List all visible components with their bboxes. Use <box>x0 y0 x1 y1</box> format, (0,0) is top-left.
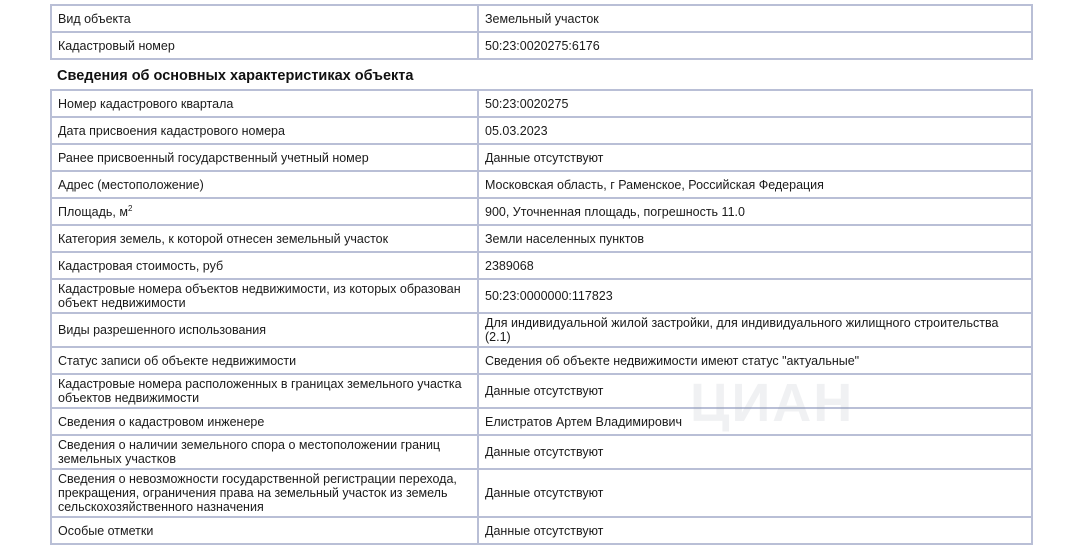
row-value: 50:23:0020275 <box>478 90 1032 117</box>
row-label: Вид объекта <box>51 5 478 32</box>
row-label: Сведения о наличии земельного спора о местоположении границ земельных участков <box>51 435 478 469</box>
table-row <box>51 5 1032 32</box>
row-label: Кадастровые номера объектов недвижимости, из которых образован объект недвижимости <box>51 279 478 313</box>
table-row <box>51 408 1032 435</box>
area-unit-superscript: 2 <box>127 203 133 213</box>
table-row <box>51 517 1032 544</box>
row-label: Номер кадастрового квартала <box>51 90 478 117</box>
row-label: Ранее присвоенный государственный учетный номер <box>51 144 478 171</box>
row-label: Категория земель, к которой отнесен земельный участок <box>51 225 478 252</box>
row-label: Кадастровый номер <box>51 32 478 59</box>
table-row <box>51 198 1032 225</box>
table-row <box>51 144 1032 171</box>
row-label: Адрес (местоположение) <box>51 171 478 198</box>
area-label-text: Площадь, м <box>58 204 128 219</box>
table-row <box>51 225 1032 252</box>
table-row <box>51 117 1032 144</box>
row-label <box>51 198 478 225</box>
section-title: Сведения об основных характеристиках объекта <box>57 68 414 84</box>
row-value: Данные отсутствуют <box>478 469 1032 517</box>
table-row <box>51 252 1032 279</box>
table-row <box>51 171 1032 198</box>
row-value: 05.03.2023 <box>478 117 1032 144</box>
row-label: Особые отметки <box>51 517 478 544</box>
table-row <box>51 279 1032 313</box>
table-row <box>51 435 1032 469</box>
row-value: 50:23:0020275:6176 <box>478 32 1032 59</box>
row-value: Для индивидуальной жилой застройки, для индивидуального жилищного строительства (2.1) <box>478 313 1032 347</box>
row-value: 2389068 <box>478 252 1032 279</box>
row-label: Кадастровая стоимость, руб <box>51 252 478 279</box>
row-value: Данные отсутствуют <box>478 517 1032 544</box>
watermark-logo: ЦИАН <box>690 373 855 433</box>
row-value: Земли населенных пунктов <box>478 225 1032 252</box>
row-value: Данные отсутствуют <box>478 374 1032 408</box>
row-label: Сведения о кадастровом инженере <box>51 408 478 435</box>
object-info-table <box>50 4 1033 60</box>
row-value: 50:23:0000000:117823 <box>478 279 1032 313</box>
table-row <box>51 374 1032 408</box>
table-row <box>51 469 1032 517</box>
characteristics-table <box>50 89 1033 545</box>
row-label: Кадастровые номера расположенных в границах земельного участка объектов недвижимости <box>51 374 478 408</box>
row-value: Данные отсутствуют <box>478 435 1032 469</box>
row-value: Земельный участок <box>478 5 1032 32</box>
table-row <box>51 90 1032 117</box>
row-value: Елистратов Артем Владимирович <box>478 408 1032 435</box>
table-row <box>51 313 1032 347</box>
row-label: Виды разрешенного использования <box>51 313 478 347</box>
table-row <box>51 347 1032 374</box>
row-label: Дата присвоения кадастрового номера <box>51 117 478 144</box>
row-value: Сведения об объекте недвижимости имеют статус "актуальные" <box>478 347 1032 374</box>
row-label: Сведения о невозможности государственной регистрации перехода, прекращения, ограничения права на земельный участок из земель сельскохозяйственного назначения <box>51 469 478 517</box>
row-label: Статус записи об объекте недвижимости <box>51 347 478 374</box>
row-value: Московская область, г Раменское, Российская Федерация <box>478 171 1032 198</box>
row-value: 900, Уточненная площадь, погрешность 11.0 <box>478 198 1032 225</box>
row-value: Данные отсутствуют <box>478 144 1032 171</box>
table-row <box>51 32 1032 59</box>
